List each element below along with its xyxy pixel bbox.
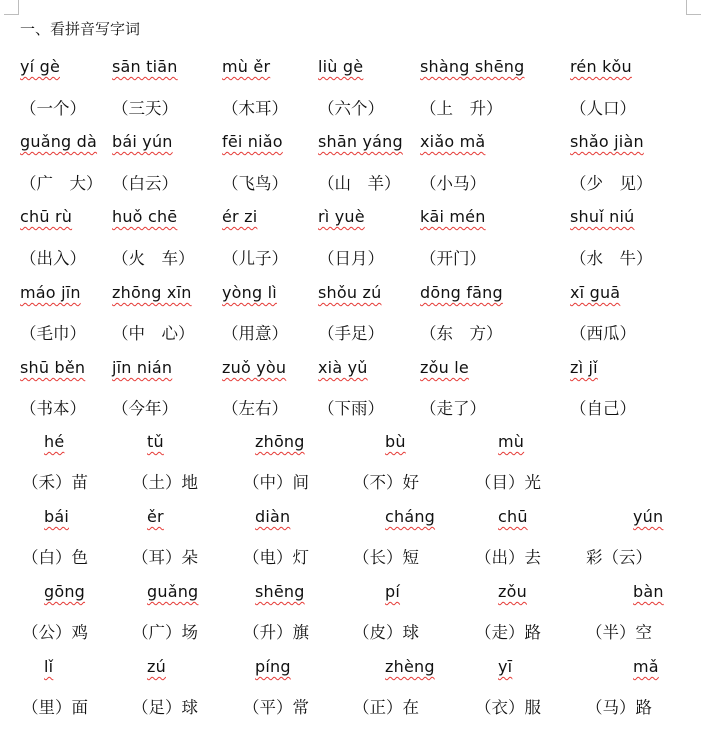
pinyin-item: shàng shēng: [420, 57, 525, 76]
hanzi-answer: （人口）: [570, 99, 636, 118]
pinyin-row: [0, 432, 710, 462]
pinyin-item: ěr: [147, 507, 164, 526]
pinyin-item: zhèng: [385, 657, 435, 676]
answer-row: [0, 469, 710, 499]
pinyin-item: sān tiān: [112, 57, 178, 76]
pinyin-item: fēi niǎo: [222, 132, 283, 151]
pinyin-item: píng: [255, 657, 291, 676]
hanzi-answer: （开门）: [420, 249, 486, 268]
pinyin-item: lǐ: [44, 657, 54, 676]
answer-row: [0, 320, 710, 350]
hanzi-answer: （手足）: [318, 324, 384, 343]
hanzi-answer: （耳）朵: [132, 548, 198, 567]
pinyin-item: yòng lì: [222, 283, 277, 302]
hanzi-answer: （日月）: [318, 249, 384, 268]
pinyin-item: huǒ chē: [112, 207, 178, 226]
pinyin-item: guǎng dà: [20, 132, 98, 151]
hanzi-answer: （出入）: [20, 249, 86, 268]
pinyin-item: zuǒ yòu: [222, 358, 287, 377]
hanzi-answer: （广 大）: [20, 174, 103, 193]
hanzi-answer: （长）短: [353, 548, 419, 567]
pinyin-item: xī guā: [570, 283, 621, 302]
hanzi-answer: （半）空: [586, 623, 652, 642]
pinyin-item: bái yún: [112, 132, 173, 151]
pinyin-item: yī: [498, 657, 513, 676]
pinyin-item: chū: [498, 507, 528, 526]
pinyin-item: mù: [498, 432, 525, 451]
pinyin-item: rén kǒu: [570, 57, 632, 76]
answer-row: [0, 694, 710, 724]
pinyin-item: shū běn: [20, 358, 86, 377]
pinyin-item: guǎng: [147, 582, 199, 601]
hanzi-answer: （毛巾）: [20, 324, 86, 343]
pinyin-item: bái: [44, 507, 70, 526]
hanzi-answer: （水 牛）: [570, 249, 653, 268]
pinyin-item: tǔ: [147, 432, 164, 451]
pinyin-item: zú: [147, 657, 166, 676]
page-corner-mark-right: [686, 0, 701, 15]
hanzi-answer: （一个）: [20, 99, 86, 118]
hanzi-answer: （升）旗: [243, 623, 309, 642]
hanzi-answer: （自己）: [570, 399, 636, 418]
hanzi-answer: （走）路: [475, 623, 541, 642]
hanzi-answer: （西瓜）: [570, 324, 636, 343]
answer-row: [0, 95, 710, 125]
answer-row: [0, 395, 710, 425]
hanzi-answer: （出）去: [475, 548, 541, 567]
pinyin-item: shēng: [255, 582, 305, 601]
hanzi-answer: （平）常: [243, 698, 309, 717]
pinyin-item: cháng: [385, 507, 436, 526]
pinyin-row: [0, 132, 710, 162]
hanzi-answer: （土）地: [132, 473, 198, 492]
hanzi-answer: （白云）: [112, 174, 178, 193]
pinyin-item: shǒu zú: [318, 283, 382, 302]
page-corner-mark-left: [4, 0, 19, 15]
hanzi-answer: （禾）苗: [22, 473, 88, 492]
hanzi-answer: （皮）球: [353, 623, 419, 642]
hanzi-answer: （六个）: [318, 99, 384, 118]
pinyin-item: bù: [385, 432, 406, 451]
hanzi-answer: 彩（云）: [586, 548, 652, 567]
pinyin-item: zhōng xīn: [112, 283, 192, 302]
pinyin-row: [0, 57, 710, 87]
hanzi-answer: （马）路: [586, 698, 652, 717]
pinyin-row: [0, 283, 710, 313]
pinyin-item: diàn: [255, 507, 291, 526]
hanzi-answer: （公）鸡: [22, 623, 88, 642]
hanzi-answer: （衣）服: [475, 698, 541, 717]
hanzi-answer: （白）色: [22, 548, 88, 567]
hanzi-answer: （不）好: [353, 473, 419, 492]
hanzi-answer: （广）场: [132, 623, 198, 642]
hanzi-answer: （火 车）: [112, 249, 195, 268]
hanzi-answer: （儿子）: [222, 249, 288, 268]
answer-row: [0, 619, 710, 649]
pinyin-row: [0, 582, 710, 612]
pinyin-item: yún: [633, 507, 664, 526]
pinyin-item: gōng: [44, 582, 86, 601]
answer-row: [0, 170, 710, 200]
hanzi-answer: （走了）: [420, 399, 486, 418]
hanzi-answer: （上 升）: [420, 99, 503, 118]
pinyin-item: rì yuè: [318, 207, 365, 226]
hanzi-answer: （飞鸟）: [222, 174, 288, 193]
pinyin-row: [0, 657, 710, 687]
hanzi-answer: （山 羊）: [318, 174, 401, 193]
hanzi-answer: （少 见）: [570, 174, 653, 193]
pinyin-item: zǒu le: [420, 358, 469, 377]
pinyin-item: kāi mén: [420, 207, 486, 226]
hanzi-answer: （足）球: [132, 698, 198, 717]
pinyin-row: [0, 507, 710, 537]
pinyin-item: zì jǐ: [570, 358, 598, 377]
pinyin-item: zhōng: [255, 432, 305, 451]
pinyin-item: xià yǔ: [318, 358, 368, 377]
hanzi-answer: （中）间: [243, 473, 309, 492]
pinyin-item: chū rù: [20, 207, 73, 226]
hanzi-answer: （东 方）: [420, 324, 503, 343]
section-title: 一、看拼音写字词: [20, 20, 141, 38]
pinyin-item: xiǎo mǎ: [420, 132, 486, 151]
pinyin-item: bàn: [633, 582, 664, 601]
pinyin-item: mǎ: [633, 657, 659, 676]
pinyin-item: hé: [44, 432, 65, 451]
hanzi-answer: （用意）: [222, 324, 288, 343]
hanzi-answer: （里）面: [22, 698, 88, 717]
pinyin-item: pí: [385, 582, 401, 601]
answer-row: [0, 245, 710, 275]
pinyin-item: shuǐ niú: [570, 207, 635, 226]
pinyin-item: mù ěr: [222, 57, 271, 76]
pinyin-item: shān yáng: [318, 132, 403, 151]
hanzi-answer: （小马）: [420, 174, 486, 193]
pinyin-item: ér zi: [222, 207, 258, 226]
hanzi-answer: （左右）: [222, 399, 288, 418]
hanzi-answer: （三天）: [112, 99, 178, 118]
pinyin-row: [0, 358, 710, 388]
hanzi-answer: （电）灯: [243, 548, 309, 567]
pinyin-item: yí gè: [20, 57, 60, 76]
pinyin-item: jīn nián: [112, 358, 173, 377]
pinyin-item: liù gè: [318, 57, 364, 76]
pinyin-item: máo jīn: [20, 283, 81, 302]
answer-row: [0, 544, 710, 574]
hanzi-answer: （中 心）: [112, 324, 195, 343]
pinyin-item: shǎo jiàn: [570, 132, 644, 151]
hanzi-answer: （下雨）: [318, 399, 384, 418]
hanzi-answer: （目）光: [475, 473, 541, 492]
pinyin-row: [0, 207, 710, 237]
hanzi-answer: （正）在: [353, 698, 419, 717]
pinyin-item: zǒu: [498, 582, 527, 601]
hanzi-answer: （今年）: [112, 399, 178, 418]
hanzi-answer: （书本）: [20, 399, 86, 418]
pinyin-item: dōng fāng: [420, 283, 503, 302]
hanzi-answer: （木耳）: [222, 99, 288, 118]
